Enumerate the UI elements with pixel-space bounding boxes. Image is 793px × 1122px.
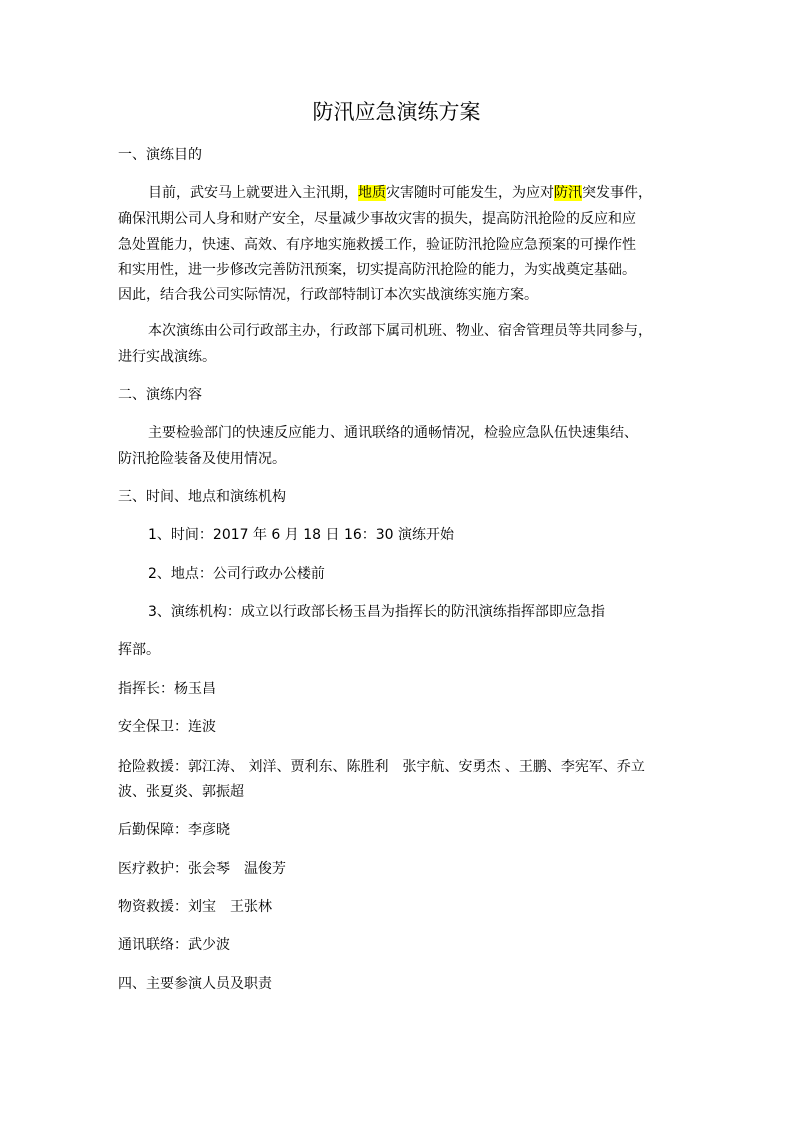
text-run: 灾害随时可能发生，为应对: [386, 185, 554, 201]
paragraph-2-line-1: 本次演练由公司行政部主办，行政部下属司机班、物业、宿舍管理员等共同参与，: [148, 323, 652, 339]
role-rescue-line-1: 抢险救援：郭江涛、 刘洋、贾利东、陈胜利 张宇航、安勇杰 、王鹏、李宪军、乔立: [118, 759, 645, 775]
role-logistics: 后勤保障：李彦晓: [118, 822, 230, 838]
text-run: 突发事件，: [582, 185, 652, 201]
section-heading-3: 三、时间、地点和演练机构: [118, 489, 286, 505]
paragraph-1-line-3: 急处置能力，快速、高效、有序地实施救援工作，验证防汛抢险应急预案的可操作性: [118, 237, 636, 253]
list-item-time: 1、时间：2017 年 6 月 18 日 16：30 演练开始: [148, 527, 455, 543]
paragraph-3-line-1: 主要检验部门的快速反应能力、通讯联络的通畅情况，检验应急队伍快速集结、: [148, 425, 638, 441]
document-title: 防汛应急演练方案: [312, 100, 481, 124]
paragraph-2-line-2: 进行实战演练。: [118, 349, 216, 365]
paragraph-1-line-5: 因此，结合我公司实际情况，行政部特制订本次实战演练实施方案。: [118, 287, 538, 303]
list-item-location: 2、地点：公司行政办公楼前: [148, 566, 325, 582]
role-communications: 通讯联络：武少波: [118, 937, 230, 953]
role-supplies: 物资救援：刘宝 王张林: [118, 899, 272, 915]
highlighted-text: 防汛: [554, 185, 582, 201]
section-heading-4: 四、主要参演人员及职责: [118, 976, 272, 992]
role-security: 安全保卫：连波: [118, 719, 216, 735]
section-heading-2: 二、演练内容: [118, 387, 202, 403]
role-medical: 医疗救护：张会琴 温俊芳: [118, 861, 286, 877]
list-item-organization-cont: 挥部。: [118, 642, 160, 658]
role-rescue-line-2: 波、张夏炎、郭振超: [118, 784, 244, 800]
list-item-organization: 3、演练机构：成立以行政部长杨玉昌为指挥长的防汛演练指挥部即应急指: [148, 604, 605, 620]
paragraph-1-line-2: 确保汛期公司人身和财产安全，尽量减少事故灾害的损失，提高防汛抢险的反应和应: [118, 211, 636, 227]
paragraph-1-line-4: 和实用性，进一步修改完善防汛预案，切实提高防汛抢险的能力，为实战奠定基础。: [118, 262, 636, 278]
highlighted-text: 地质: [358, 185, 386, 201]
text-run: 目前，武安马上就要进入主汛期，: [148, 185, 358, 201]
section-heading-1: 一、演练目的: [118, 147, 202, 163]
role-commander: 指挥长：杨玉昌: [118, 681, 216, 697]
paragraph-3-line-2: 防汛抢险装备及使用情况。: [118, 451, 286, 467]
paragraph-1-line-1: [148, 180, 652, 206]
